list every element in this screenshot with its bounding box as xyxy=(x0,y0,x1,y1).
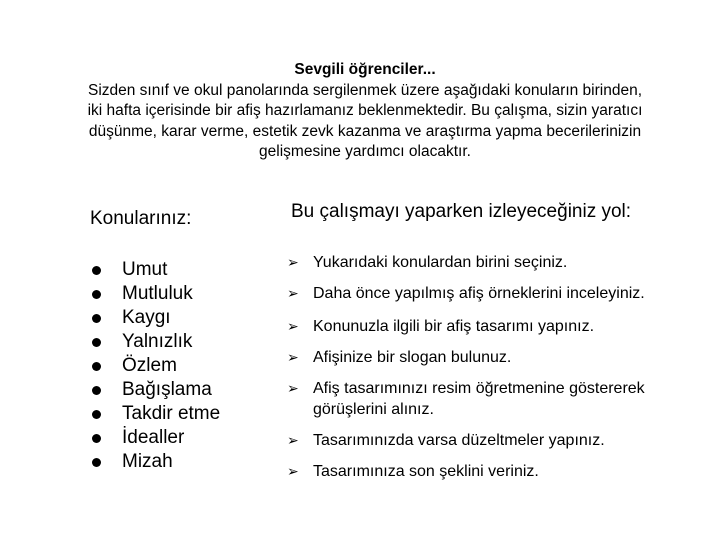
bullet-icon xyxy=(92,362,101,371)
arrow-bullet-icon: ➢ xyxy=(287,432,299,448)
list-item: ➢ Tasarımınızda varsa düzeltmeler yapınız. xyxy=(287,432,605,449)
arrow-bullet-icon: ➢ xyxy=(287,349,299,365)
arrow-bullet-icon: ➢ xyxy=(287,285,299,301)
list-item: Mutluluk xyxy=(92,282,220,306)
list-item: Kaygı xyxy=(92,306,220,330)
steps-list xyxy=(287,252,647,482)
bullet-icon xyxy=(92,386,101,395)
list-item: Yalnızlık xyxy=(92,330,220,354)
list-item: Bağışlama xyxy=(92,378,220,402)
steps-heading: Bu çalışmayı yaparken izleyeceğiniz yol: xyxy=(291,201,632,222)
bullet-icon xyxy=(92,266,101,275)
list-item: Özlem xyxy=(92,354,220,378)
topics-heading: Konularınız: xyxy=(90,208,192,229)
bullet-icon xyxy=(92,458,101,467)
bullet-icon xyxy=(92,434,101,443)
topics-list xyxy=(92,258,220,474)
bullet-icon xyxy=(92,338,101,347)
intro-body: Sizden sınıf ve okul panolarında sergilenmek üzere aşağıdaki konuların birinden, iki hafta içerisinde bir afiş hazırlamanız beklenmektedir. Bu çalışma, sizin yaratıcı düşünme, karar verme, estetik zevk kazanma ve araştırma yapma becerilerinizin gelişmesine yardımcı olacaktır. xyxy=(87,81,643,160)
arrow-bullet-icon: ➢ xyxy=(287,318,299,334)
list-item: ➢ Daha önce yapılmış afiş örneklerini inceleyiniz. xyxy=(287,285,645,302)
list-item: Mizah xyxy=(92,450,220,474)
arrow-bullet-icon: ➢ xyxy=(287,254,299,270)
list-item: ➢ Konunuzla ilgili bir afiş tasarımı yapınız. xyxy=(287,318,595,335)
list-item: ➢ Yukarıdaki konulardan birini seçiniz. xyxy=(287,254,568,271)
list-item: İdealler xyxy=(92,426,220,450)
bullet-icon xyxy=(92,410,101,419)
bullet-icon xyxy=(92,290,101,299)
list-item: ➢ Afişinize bir slogan bulunuz. xyxy=(287,349,512,366)
greeting: Sevgili öğrenciler... xyxy=(294,61,436,78)
arrow-bullet-icon: ➢ xyxy=(287,463,299,479)
bullet-icon xyxy=(92,314,101,323)
list-item: Umut xyxy=(92,258,220,282)
list-item: ➢ Afiş tasarımınızı resim öğretmenine göstererek görüşlerini alınız. xyxy=(287,380,645,418)
arrow-bullet-icon: ➢ xyxy=(287,380,299,396)
list-item: ➢ Tasarımınıza son şeklini veriniz. xyxy=(287,463,539,480)
intro-paragraph xyxy=(80,60,650,163)
list-item: Takdir etme xyxy=(92,402,220,426)
